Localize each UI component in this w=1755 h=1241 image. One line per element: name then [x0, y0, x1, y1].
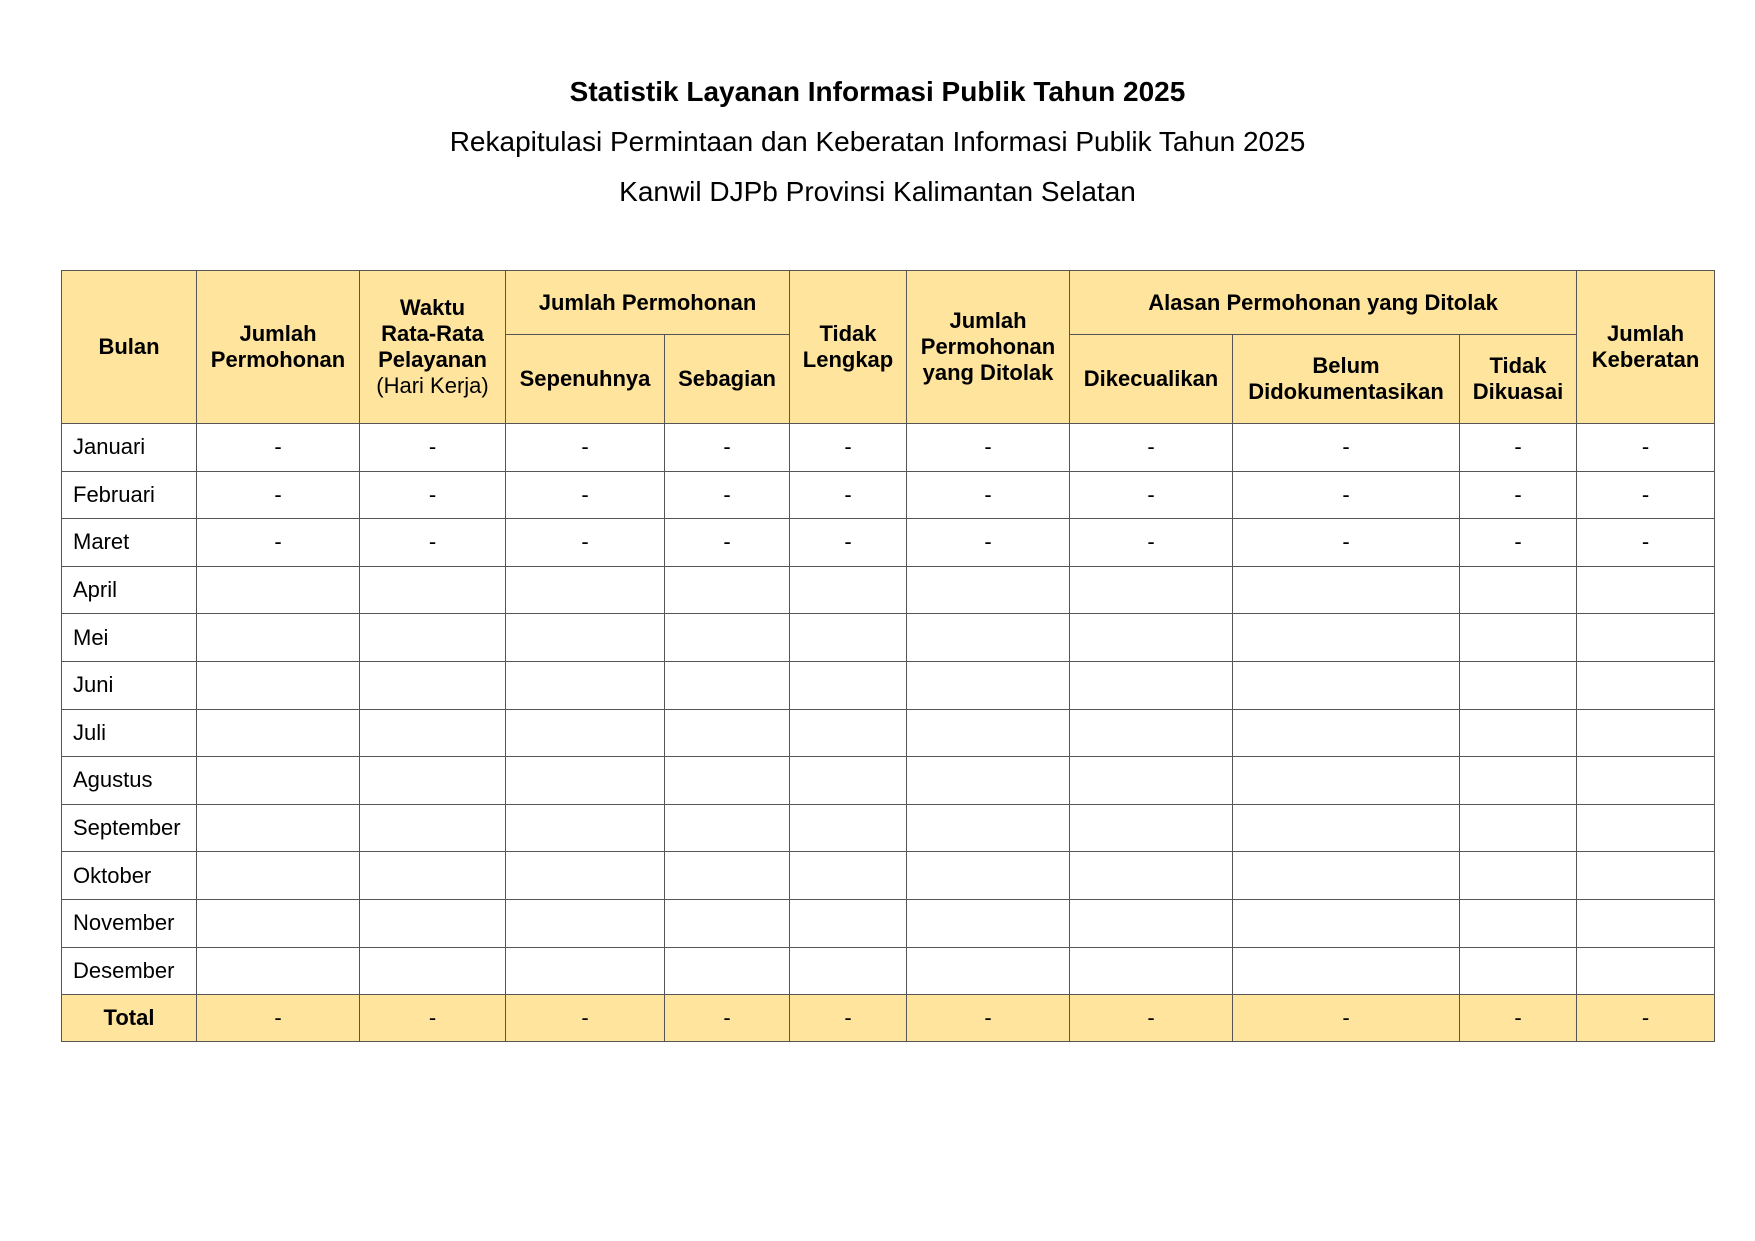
value-cell: -	[665, 519, 790, 567]
value-cell	[1577, 757, 1715, 805]
table-row	[62, 471, 1715, 519]
value-cell: -	[1460, 519, 1577, 567]
value-cell	[665, 661, 790, 709]
value-cell	[790, 947, 907, 995]
table-row	[62, 519, 1715, 567]
value-cell	[360, 899, 506, 947]
total-value-cell: -	[1070, 995, 1233, 1042]
header-jumlah-keberatan: Jumlah Keberatan	[1577, 271, 1715, 424]
header-sepenuhnya: Sepenuhnya	[506, 335, 665, 424]
table-row	[62, 566, 1715, 614]
value-cell: -	[1233, 424, 1460, 472]
value-cell	[665, 614, 790, 662]
value-cell	[506, 566, 665, 614]
page-subtitle: Rekapitulasi Permintaan dan Keberatan Informasi Publik Tahun 2025	[449, 126, 1306, 157]
value-cell	[665, 899, 790, 947]
table-row	[62, 947, 1715, 995]
value-cell	[907, 661, 1070, 709]
value-cell: -	[1460, 471, 1577, 519]
value-cell	[197, 947, 360, 995]
value-cell	[197, 709, 360, 757]
value-cell: -	[1577, 519, 1715, 567]
value-cell: -	[197, 471, 360, 519]
total-value-cell: -	[360, 995, 506, 1042]
value-cell: -	[907, 471, 1070, 519]
value-cell	[506, 661, 665, 709]
header-bulan: Bulan	[62, 271, 197, 424]
value-cell: -	[1233, 519, 1460, 567]
value-cell: -	[1460, 424, 1577, 472]
value-cell	[1233, 661, 1460, 709]
value-cell: -	[360, 424, 506, 472]
month-cell: Maret	[62, 519, 197, 567]
value-cell: -	[1233, 471, 1460, 519]
header-sebagian: Sebagian	[665, 335, 790, 424]
value-cell	[1070, 614, 1233, 662]
header-row-1	[62, 271, 1715, 335]
value-cell	[1233, 947, 1460, 995]
value-cell: -	[1070, 424, 1233, 472]
value-cell	[1577, 661, 1715, 709]
value-cell	[907, 614, 1070, 662]
month-cell: Juni	[62, 661, 197, 709]
value-cell: -	[665, 471, 790, 519]
value-cell	[790, 566, 907, 614]
value-cell	[1460, 899, 1577, 947]
header-waktu-pelayanan: Waktu Rata-Rata Pelayanan (Hari Kerja)	[360, 271, 506, 424]
table-row	[62, 424, 1715, 472]
value-cell	[1070, 899, 1233, 947]
statistics-table	[61, 270, 1715, 1042]
month-cell: Mei	[62, 614, 197, 662]
value-cell	[360, 709, 506, 757]
value-cell: -	[360, 471, 506, 519]
value-cell	[197, 661, 360, 709]
total-value-cell: -	[1577, 995, 1715, 1042]
value-cell	[506, 899, 665, 947]
value-cell	[790, 661, 907, 709]
value-cell	[1233, 852, 1460, 900]
value-cell	[1460, 947, 1577, 995]
value-cell	[1460, 661, 1577, 709]
value-cell	[197, 899, 360, 947]
total-value-cell: -	[1233, 995, 1460, 1042]
value-cell	[1577, 709, 1715, 757]
total-value-cell: -	[197, 995, 360, 1042]
value-cell	[1460, 566, 1577, 614]
month-cell: April	[62, 566, 197, 614]
value-cell	[360, 661, 506, 709]
value-cell	[1233, 566, 1460, 614]
value-cell	[1233, 709, 1460, 757]
value-cell	[907, 852, 1070, 900]
header-permohonan-ditolak: Jumlah Permohonan yang Ditolak	[907, 271, 1070, 424]
value-cell	[907, 566, 1070, 614]
value-cell	[1233, 614, 1460, 662]
value-cell	[790, 804, 907, 852]
value-cell	[665, 947, 790, 995]
month-cell: Oktober	[62, 852, 197, 900]
value-cell	[197, 614, 360, 662]
value-cell	[506, 757, 665, 805]
value-cell	[907, 757, 1070, 805]
value-cell	[197, 804, 360, 852]
total-value-cell: -	[790, 995, 907, 1042]
value-cell	[1577, 852, 1715, 900]
value-cell: -	[197, 424, 360, 472]
table-body	[62, 424, 1715, 995]
value-cell	[1233, 899, 1460, 947]
header-tidak-dikuasai: Tidak Dikuasai	[1460, 335, 1577, 424]
value-cell	[907, 804, 1070, 852]
value-cell	[665, 757, 790, 805]
table-row	[62, 804, 1715, 852]
header-belum-didokumentasikan: Belum Didokumentasikan	[1233, 335, 1460, 424]
total-value-cell: -	[1460, 995, 1577, 1042]
value-cell	[1577, 804, 1715, 852]
value-cell	[360, 757, 506, 805]
header-dikecualikan: Dikecualikan	[1070, 335, 1233, 424]
header-jumlah-permohonan: Jumlah Permohonan	[197, 271, 360, 424]
value-cell	[1070, 852, 1233, 900]
table-row	[62, 899, 1715, 947]
total-row	[62, 995, 1715, 1042]
value-cell: -	[506, 424, 665, 472]
value-cell: -	[360, 519, 506, 567]
month-cell: Juli	[62, 709, 197, 757]
page-subtitle-office: Kanwil DJPb Provinsi Kalimantan Selatan	[619, 176, 1136, 207]
value-cell	[1070, 804, 1233, 852]
month-cell: September	[62, 804, 197, 852]
page-title: Statistik Layanan Informasi Publik Tahun 2025	[569, 76, 1186, 107]
table-header	[62, 271, 1715, 424]
month-cell: Agustus	[62, 757, 197, 805]
document-header	[0, 72, 1755, 212]
value-cell	[506, 709, 665, 757]
total-value-cell: -	[665, 995, 790, 1042]
total-value-cell: -	[907, 995, 1070, 1042]
value-cell: -	[907, 519, 1070, 567]
value-cell	[1577, 899, 1715, 947]
value-cell	[790, 899, 907, 947]
value-cell	[360, 947, 506, 995]
value-cell	[360, 566, 506, 614]
header-group-alasan: Alasan Permohonan yang Ditolak	[1070, 271, 1577, 335]
value-cell	[1460, 709, 1577, 757]
value-cell: -	[506, 471, 665, 519]
value-cell: -	[790, 519, 907, 567]
header-tidak-lengkap: Tidak Lengkap	[790, 271, 907, 424]
value-cell	[1577, 566, 1715, 614]
value-cell	[665, 804, 790, 852]
total-label: Total	[62, 995, 197, 1042]
table-row	[62, 614, 1715, 662]
value-cell	[907, 709, 1070, 757]
value-cell: -	[790, 471, 907, 519]
value-cell: -	[197, 519, 360, 567]
value-cell	[1070, 757, 1233, 805]
value-cell	[665, 566, 790, 614]
table-row	[62, 661, 1715, 709]
value-cell: -	[665, 424, 790, 472]
table-row	[62, 757, 1715, 805]
month-cell: Januari	[62, 424, 197, 472]
value-cell	[360, 804, 506, 852]
value-cell: -	[506, 519, 665, 567]
value-cell	[1233, 804, 1460, 852]
value-cell	[360, 614, 506, 662]
value-cell	[506, 852, 665, 900]
value-cell	[907, 899, 1070, 947]
table-row	[62, 709, 1715, 757]
value-cell	[1460, 804, 1577, 852]
value-cell	[1233, 757, 1460, 805]
total-value-cell: -	[506, 995, 665, 1042]
month-cell: Februari	[62, 471, 197, 519]
value-cell	[1460, 757, 1577, 805]
value-cell	[506, 947, 665, 995]
value-cell	[1070, 661, 1233, 709]
value-cell	[1460, 614, 1577, 662]
value-cell	[1070, 566, 1233, 614]
value-cell	[665, 709, 790, 757]
month-cell: Desember	[62, 947, 197, 995]
value-cell	[506, 614, 665, 662]
value-cell	[1577, 947, 1715, 995]
value-cell	[506, 804, 665, 852]
value-cell	[790, 757, 907, 805]
value-cell	[790, 614, 907, 662]
value-cell: -	[790, 424, 907, 472]
value-cell: -	[1070, 471, 1233, 519]
header-group-jumlah-permohonan: Jumlah Permohonan	[506, 271, 790, 335]
value-cell	[907, 947, 1070, 995]
value-cell	[1070, 947, 1233, 995]
value-cell: -	[1577, 424, 1715, 472]
table-footer	[62, 995, 1715, 1042]
value-cell	[197, 852, 360, 900]
value-cell	[197, 566, 360, 614]
table-row	[62, 852, 1715, 900]
value-cell	[360, 852, 506, 900]
value-cell	[1070, 709, 1233, 757]
value-cell	[665, 852, 790, 900]
value-cell: -	[907, 424, 1070, 472]
value-cell: -	[1577, 471, 1715, 519]
value-cell	[790, 852, 907, 900]
value-cell	[1577, 614, 1715, 662]
value-cell: -	[1070, 519, 1233, 567]
value-cell	[790, 709, 907, 757]
value-cell	[197, 757, 360, 805]
value-cell	[1460, 852, 1577, 900]
month-cell: November	[62, 899, 197, 947]
